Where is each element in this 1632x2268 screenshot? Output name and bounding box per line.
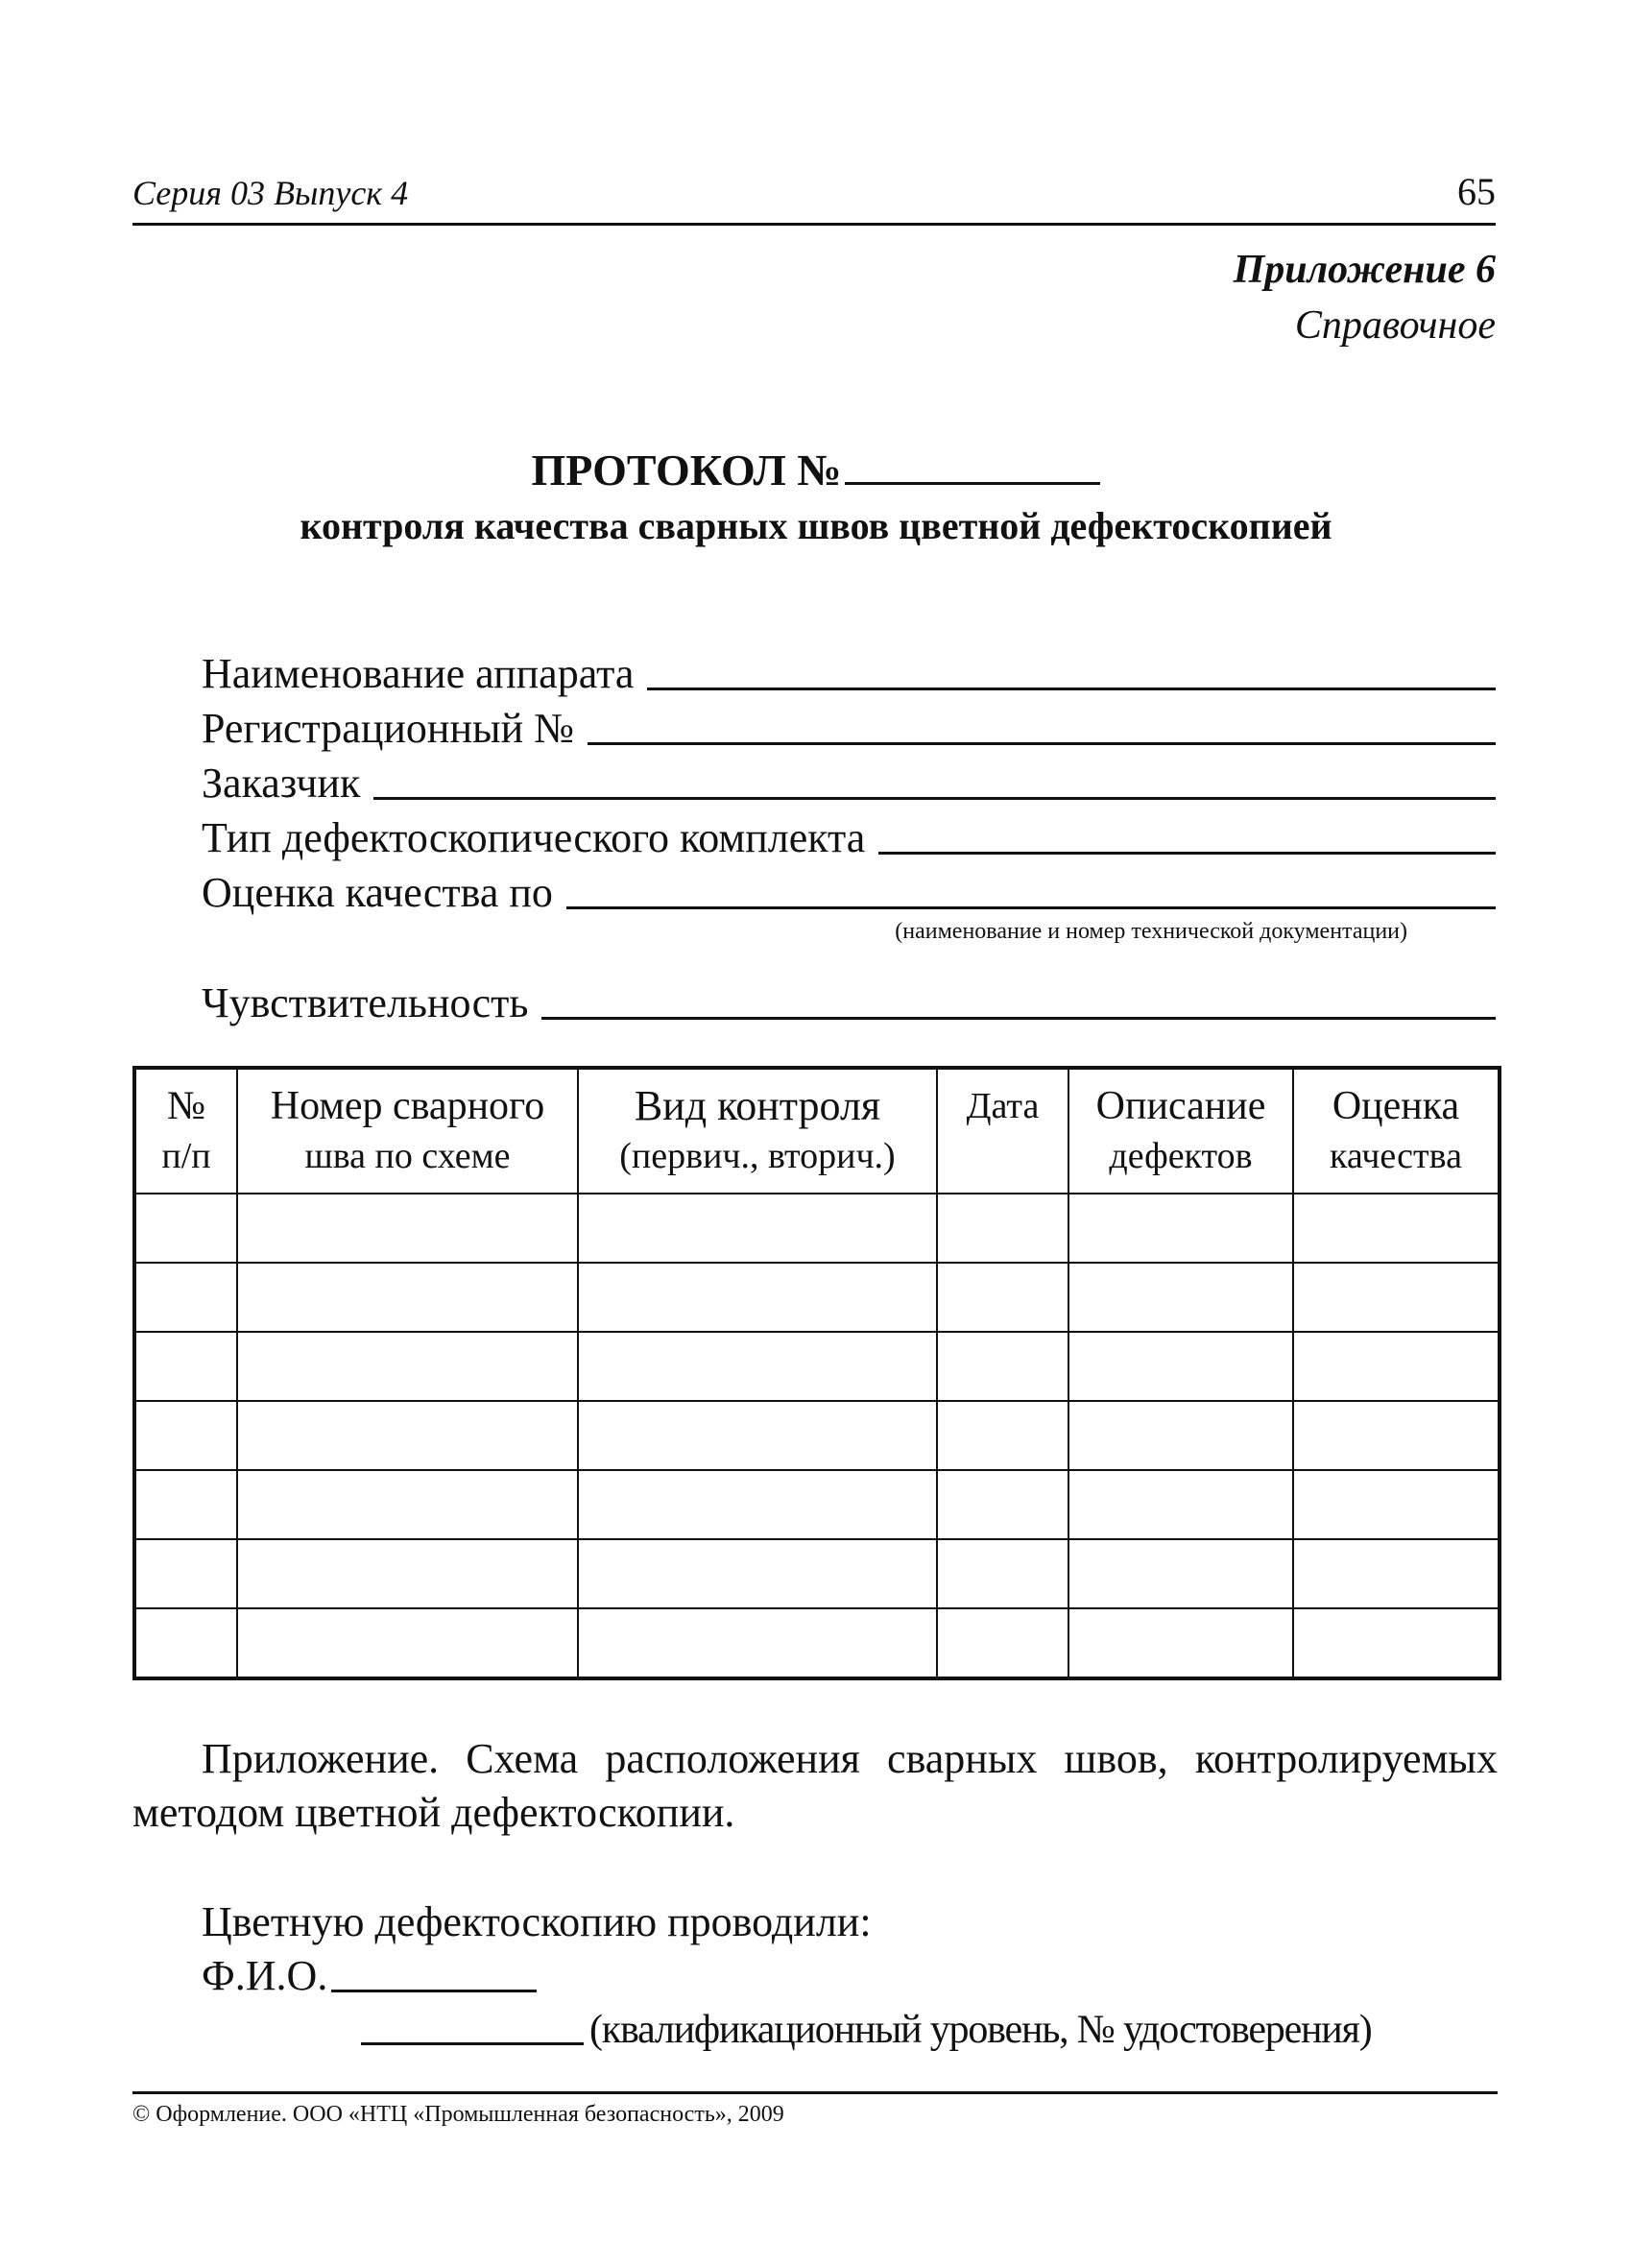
table-cell[interactable]	[1293, 1332, 1500, 1401]
header-text: качества	[1330, 1136, 1462, 1176]
table-cell[interactable]	[1293, 1608, 1500, 1678]
table-cell[interactable]	[937, 1401, 1068, 1470]
table-cell[interactable]	[237, 1470, 578, 1539]
header-text: Номер сварного	[270, 1084, 545, 1128]
table-header-row	[134, 1068, 1500, 1194]
table-cell[interactable]	[578, 1263, 937, 1332]
table-cell[interactable]	[1068, 1332, 1293, 1401]
header-text: №	[166, 1084, 206, 1128]
field-label: Заказчик	[202, 760, 361, 807]
table-row	[134, 1608, 1500, 1678]
fio-input[interactable]	[331, 1988, 537, 1992]
table-cell[interactable]	[578, 1608, 937, 1678]
qualification-label: (квалификационный уровень, № удостоверения)	[589, 2008, 1372, 2052]
appendix-title: Приложение 6	[1233, 248, 1496, 292]
header-text: шва по схеме	[304, 1136, 511, 1176]
table-row	[134, 1332, 1500, 1401]
header-cell-number	[134, 1068, 237, 1194]
table-cell[interactable]	[578, 1194, 937, 1263]
table-cell[interactable]	[937, 1470, 1068, 1539]
quality-by-input[interactable]	[566, 905, 1496, 909]
protocol-number-field[interactable]	[845, 444, 1100, 485]
header-text: Вид контроля	[634, 1082, 881, 1129]
table-cell[interactable]	[1293, 1263, 1500, 1332]
header-cell-weld-number	[237, 1068, 578, 1194]
protocol-title	[0, 444, 1632, 495]
table-cell[interactable]	[1068, 1194, 1293, 1263]
table-cell[interactable]	[237, 1194, 578, 1263]
field-label: Наименование аппарата	[202, 650, 635, 697]
table-cell[interactable]	[1293, 1194, 1500, 1263]
registration-no-input[interactable]	[588, 740, 1496, 745]
fio-label: Ф.И.О.	[202, 1952, 328, 1999]
table-cell[interactable]	[237, 1539, 578, 1608]
field-registration-no	[202, 698, 1496, 753]
table-row	[134, 1470, 1500, 1539]
table-cell[interactable]	[1068, 1470, 1293, 1539]
table-cell[interactable]	[134, 1608, 237, 1678]
table-cell[interactable]	[237, 1401, 578, 1470]
header-cell-date	[937, 1068, 1068, 1194]
header-text: дефектов	[1109, 1136, 1253, 1176]
header-text: п/п	[161, 1136, 211, 1176]
table-cell[interactable]	[578, 1401, 937, 1470]
page-number: 65	[1457, 170, 1496, 213]
table-cell[interactable]	[937, 1332, 1068, 1401]
field-label: Тип дефектоскопического комплекта	[202, 814, 866, 861]
header-text: Оценка	[1332, 1084, 1460, 1128]
table-cell[interactable]	[578, 1332, 937, 1401]
header-text: Описание	[1095, 1084, 1266, 1128]
protocol-subtitle: контроля качества сварных швов цветной дефектоскопией	[300, 504, 1332, 547]
table-cell[interactable]	[937, 1539, 1068, 1608]
customer-input[interactable]	[373, 795, 1496, 800]
form-fields	[202, 643, 1496, 1027]
table-cell[interactable]	[1293, 1401, 1500, 1470]
table-cell[interactable]	[1068, 1608, 1293, 1678]
field-sensitivity	[202, 973, 1496, 1027]
table-row	[134, 1539, 1500, 1608]
table-cell[interactable]	[134, 1263, 237, 1332]
header-text: Дата	[966, 1086, 1040, 1126]
table-cell[interactable]	[237, 1263, 578, 1332]
table-cell[interactable]	[1293, 1539, 1500, 1608]
table-cell[interactable]	[134, 1194, 237, 1263]
table-cell[interactable]	[578, 1470, 937, 1539]
table-cell[interactable]	[937, 1263, 1068, 1332]
table-cell[interactable]	[237, 1608, 578, 1678]
field-label: Чувствительность	[202, 979, 529, 1026]
table-cell[interactable]	[578, 1539, 937, 1608]
field-quality-by	[202, 862, 1496, 917]
copyright-text: © Оформление. ООО «НТЦ «Промышленная безопасность», 2009	[132, 2102, 784, 2127]
page-footer	[132, 2091, 1498, 2128]
table-cell[interactable]	[1293, 1470, 1500, 1539]
table-cell[interactable]	[1068, 1263, 1293, 1332]
table-cell[interactable]	[1068, 1539, 1293, 1608]
header-cell-control-type	[578, 1068, 937, 1194]
results-table	[132, 1066, 1501, 1680]
appendix-note: Приложение. Схема расположения сварных швов, контролируемых методом цветной дефектоскопии.	[132, 1735, 1498, 1836]
field-apparatus-name	[202, 643, 1496, 698]
kit-type-input[interactable]	[878, 850, 1496, 855]
series-issue: Серия 03 Выпуск 4	[132, 174, 409, 212]
results-table-wrap	[132, 1066, 1498, 1680]
appendix-subtitle: Справочное	[1294, 303, 1496, 348]
table-cell[interactable]	[134, 1332, 237, 1401]
appendix-label	[1234, 242, 1496, 353]
field-customer	[202, 753, 1496, 808]
field-label: Оценка качества по	[202, 869, 553, 916]
field-label: Регистрационный №	[202, 705, 575, 752]
table-cell[interactable]	[134, 1401, 237, 1470]
signature-intro: Цветную дефектоскопию проводили:	[202, 1898, 872, 1945]
table-cell[interactable]	[134, 1470, 237, 1539]
field-kit-type	[202, 808, 1496, 862]
quality-by-hint: (наименование и номер технической документации)	[895, 919, 1407, 944]
table-row	[134, 1263, 1500, 1332]
table-cell[interactable]	[937, 1608, 1068, 1678]
running-header	[132, 169, 1496, 226]
header-cell-quality	[1293, 1068, 1500, 1194]
qualification-field	[361, 2007, 1498, 2053]
header-cell-defects	[1068, 1068, 1293, 1194]
table-cell[interactable]	[937, 1194, 1068, 1263]
apparatus-name-input[interactable]	[647, 686, 1496, 690]
header-text: (первич., вторич.)	[619, 1136, 896, 1176]
table-cell[interactable]	[237, 1332, 578, 1401]
fio-field	[202, 1951, 537, 2000]
table-cell[interactable]	[1068, 1401, 1293, 1470]
table-cell[interactable]	[134, 1539, 237, 1608]
sensitivity-input[interactable]	[541, 1015, 1496, 1020]
table-body	[134, 1194, 1500, 1678]
table-row	[134, 1194, 1500, 1263]
qualification-input[interactable]	[361, 2040, 584, 2045]
protocol-title-text: ПРОТОКОЛ №	[531, 446, 842, 495]
table-row	[134, 1401, 1500, 1470]
